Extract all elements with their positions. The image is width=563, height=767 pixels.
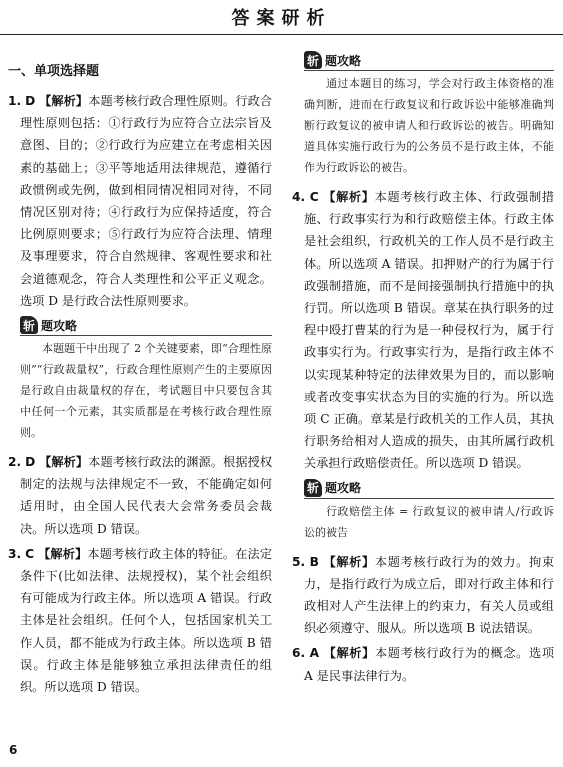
analysis-tag: 【解析】 bbox=[323, 554, 375, 569]
zhan-badge-icon: 斩 bbox=[304, 479, 322, 497]
answer-text: 本题考核行政主体的特征。在法定条件下(比如法律、法规授权)，某个社会组织有可能成为行政主体。所以选项 A 错误。行政主体是社会组织。任何个人，包括国家机关工作人员，都不能成为行政主体。所以选项 B 错误。行政主体是能够独立承担法律责任的组织。所以选项 D 错误。 bbox=[20, 546, 273, 695]
right-column bbox=[292, 50, 554, 690]
page-number: 6 bbox=[9, 743, 18, 757]
title-divider bbox=[0, 34, 563, 35]
analysis-tag: 【解析】 bbox=[323, 190, 375, 204]
analysis-tag: 【解析】 bbox=[38, 546, 88, 561]
answer-letter: D bbox=[25, 94, 36, 108]
answer-text: 本题考核行政行为的概念。选项 A 是民事法律行为。 bbox=[304, 646, 555, 683]
answer-item-2 bbox=[8, 451, 272, 540]
page-title: 答案研析 bbox=[231, 8, 332, 29]
zhan-badge-icon: 斩 bbox=[20, 316, 38, 334]
analysis-tag: 【解析】 bbox=[39, 455, 89, 470]
answer-number: 6. bbox=[292, 646, 306, 661]
answer-item-3 bbox=[8, 543, 272, 698]
strategy-tip-1 bbox=[20, 315, 272, 443]
tip-header bbox=[304, 478, 554, 499]
zhan-badge-icon: 斩 bbox=[304, 51, 322, 69]
analysis-tag: 【解析】 bbox=[39, 94, 89, 108]
tip-text: 行政赔偿主体 = 行政复议的被申请人/行政诉讼的被告 bbox=[304, 504, 554, 539]
answer-item-6 bbox=[292, 642, 554, 686]
tip-title: 题攻略 bbox=[41, 318, 78, 333]
answer-letter: B bbox=[309, 554, 319, 569]
answer-text: 本题考核行政行为的效力。拘束力，是指行政行为成立后，即对行政主体和行政相对人产生法律上的约束力，有关人员或组织必须遵守、服从。所以选项 B 说法错误。 bbox=[304, 554, 555, 636]
answer-number: 4. bbox=[292, 190, 306, 204]
answer-item-4 bbox=[292, 186, 554, 475]
tip-title: 题攻略 bbox=[325, 53, 362, 68]
tip-header bbox=[304, 50, 554, 71]
answer-number: 1. bbox=[8, 94, 22, 108]
answer-text: 本题考核行政主体、行政强制措施、行政事实行为和行政赔偿主体。行政主体是社会组织，行政机关的工作人员不是行政主体。所以选项 A 错误。扣押财产的行为属于行政强制措施，而不是间接强制执行措施中的执行罚。所以选项 B 错误。章某在执行职务的过程中殴打曹某的行为是一种侵权行为，属于行政事实行为。行政事实行为，是指行政主体不以实现某种特定的法律效果为目的，而以影响或者改变事实状态为目的实施的行为。所以选项 C 正确。章某是行政机关的工作人员，其执行职务给相对人造成的损失，由其所属行政机关承担行政赔偿责任。所以选项 D 错误。 bbox=[304, 190, 555, 471]
section-heading: 一、单项选择题 bbox=[8, 64, 100, 79]
answer-number: 3. bbox=[8, 546, 22, 561]
answer-item-5 bbox=[292, 551, 554, 640]
answer-number: 2. bbox=[8, 455, 22, 470]
tip-text: 通过本题目的练习，学会对行政主体资格的准确判断，进而在行政复议和行政诉讼中能够准确判断行政复议的被申请人和行政诉讼的被告。明确知道具体实施行政行为的公务员不是行政主体，不能作为行政诉讼的被告。 bbox=[304, 77, 554, 174]
answer-text: 本题考核行政法的渊源。根据授权制定的法规与法律规定不一致，不能确定如何适用时，由全国人民代表大会常务委员会裁决。所以选项 D 错误。 bbox=[20, 455, 273, 536]
answer-letter: C bbox=[25, 546, 35, 561]
answer-text: 本题考核行政合理性原则。行政合理性原则包括：①行政行为应符合立法宗旨及意图、目的；②行政行为应建立在考虑相关因素的基础上；③平等地适用法律规范，遵循行政惯例或先例，做到相同情况相同对待，不同情况区别对待；④行政行为应保持适度，符合比例原则要求；⑤行政行为应符合法理、情理及事理要求，符合自然规律、客观性要求和社会道德观念，符合人类理性和公平正义观念。选项 D 是行政合法性原则要求。 bbox=[20, 94, 273, 308]
answer-item-1 bbox=[8, 90, 272, 312]
strategy-tip-3 bbox=[304, 478, 554, 543]
strategy-tip-2 bbox=[304, 50, 554, 178]
tip-title: 题攻略 bbox=[325, 481, 362, 496]
answer-letter: D bbox=[25, 455, 36, 470]
analysis-tag: 【解析】 bbox=[323, 646, 375, 661]
answer-letter: C bbox=[309, 190, 319, 204]
answer-number: 5. bbox=[292, 554, 306, 569]
answer-letter: A bbox=[309, 646, 320, 661]
tip-text: 本题题干中出现了 2 个关键要素，即“合理性原则”“行政裁量权”，行政合理性原则产生的主要原因是行政自由裁量权的存在，考试题目中只要包含其中任何一个元素，其实质都是在考核行政合理性原则。 bbox=[20, 342, 272, 440]
left-column bbox=[8, 50, 272, 701]
tip-header bbox=[20, 315, 272, 336]
